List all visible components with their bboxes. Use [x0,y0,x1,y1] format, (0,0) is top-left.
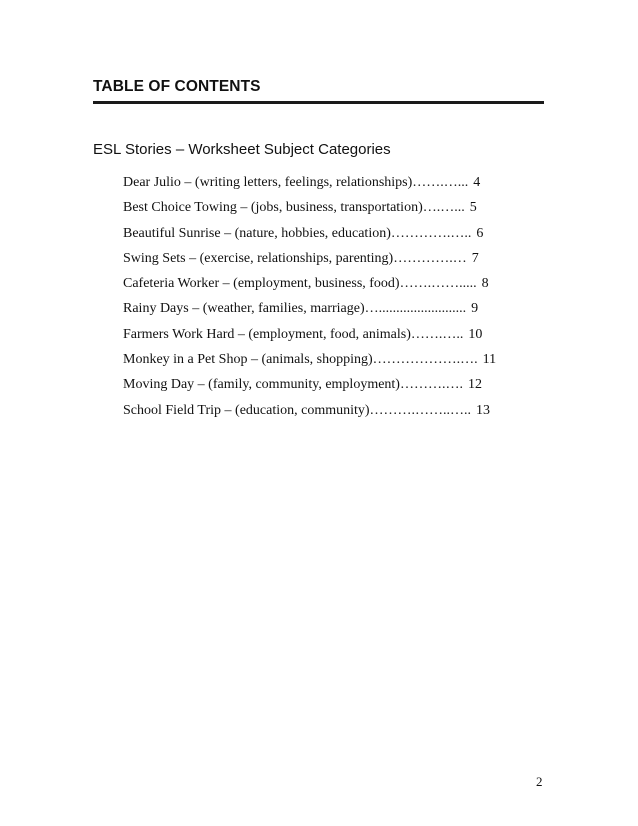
heading-rule [93,101,544,104]
toc-leader-dots: …….…... [412,175,469,190]
toc-entry-title: Rainy Days – (weather, families, marriage) [123,301,365,317]
toc-list [123,174,496,427]
toc-page-number: 12 [467,377,482,393]
toc-entry-title: Farmers Work Hard – (employment, food, animals) [123,326,411,342]
toc-entry [123,300,496,325]
toc-entry-title: Swing Sets – (exercise, relationships, parenting) [123,250,394,266]
toc-leader-dots: ………….….. [390,225,472,241]
toc-page-number: 10 [468,326,483,342]
toc-page-number: 7 [471,250,479,266]
toc-entry-title: Monkey in a Pet Shop – (animals, shopping) [123,352,373,368]
toc-leader-dots: ……………….…. [372,352,478,368]
toc-leader-dots: …….….. [410,326,464,342]
toc-page-number: 5 [469,200,477,216]
toc-entry-title: School Field Trip – (education, community) [123,402,370,418]
toc-page-number: 8 [481,276,489,292]
toc-leader-dots: …......................... [364,301,467,317]
toc-entry-title: Moving Day – (family, community, employment) [123,377,400,393]
toc-leader-dots: …….……..... [399,276,477,292]
toc-leader-dots: ……….…. [399,377,463,393]
toc-leader-dots: ………….… [393,250,467,266]
toc-entry-title: Beautiful Sunrise – (nature, hobbies, education) [123,225,391,241]
toc-entry [123,351,496,376]
toc-entry [123,402,496,427]
toc-entry [123,376,496,401]
toc-entry [123,275,496,300]
toc-entry-title: Best Choice Towing – (jobs, business, transportation) [123,200,423,216]
toc-entry-title: Dear Julio – (writing letters, feelings, relationships) [123,175,413,190]
toc-entry [123,225,496,250]
section-title: ESL Stories – Worksheet Subject Categories [93,141,391,158]
toc-page-number: 11 [482,352,497,368]
toc-entry [123,199,496,224]
toc-page-number: 4 [473,175,481,190]
toc-page-number: 6 [476,225,484,241]
toc-entry [123,174,496,199]
toc-leader-dots: ……….……..….. [369,402,472,418]
toc-entry [123,250,496,275]
toc-entry-title: Cafeteria Worker – (employment, business, food) [123,276,400,292]
toc-entry [123,326,496,351]
page-number: 2 [536,774,543,789]
page-heading: TABLE OF CONTENTS [93,78,261,95]
toc-leader-dots: ….…... [422,200,465,216]
toc-page-number: 9 [471,301,479,317]
toc-page-number: 13 [476,402,491,418]
